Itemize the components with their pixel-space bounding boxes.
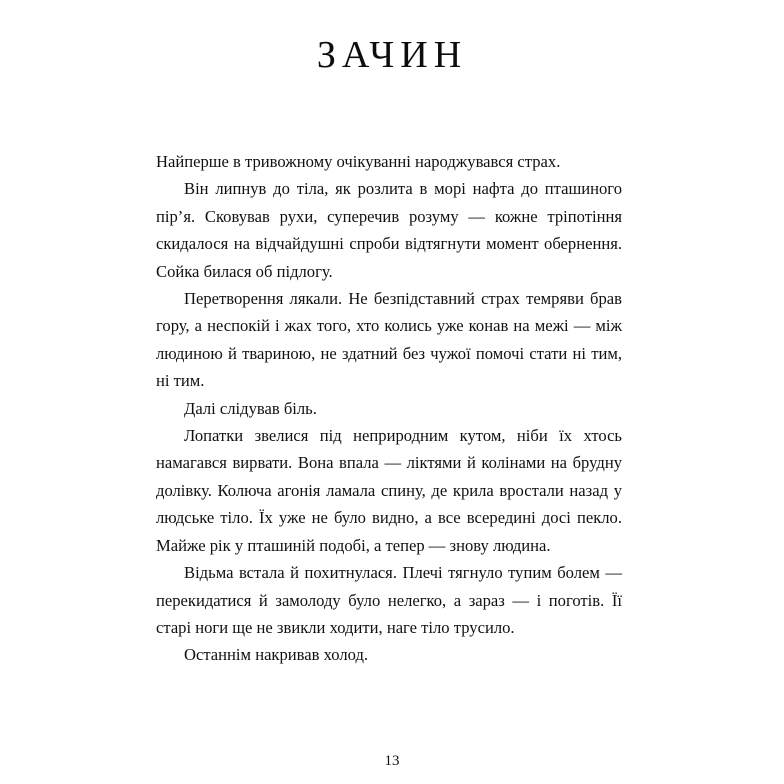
page-number: 13: [384, 753, 400, 769]
paragraph: Відьма встала й похитнулася. Плечі тягнуло тупим болем — перекидатися й замолоду було нелегко, а зараз — і поготів. Її старі ноги ще не звикли ходити, наге тіло трусило.: [156, 563, 622, 637]
body-text: [156, 148, 622, 669]
paragraph: Найперше в тривожному очікуванні народжувався страх.: [156, 152, 561, 171]
chapter-title: ЗАЧИН: [316, 34, 468, 77]
paragraph: Лопатки звелися під неприродним кутом, ніби їх хтось намагався вирвати. Вона впала — ліктями й колінами на брудну долівку. Колюча агонія ламала спину, де крила вростали назад у людське тіло. Їх уже не було видно, а все всередині досі пекло. Майже рік у пташиній подобі, а тепер — знову людина.: [156, 426, 622, 555]
paragraph: Останнім накривав холод.: [184, 645, 369, 665]
paragraph: Далі слідував біль.: [184, 398, 317, 418]
paragraph: Він липнув до тіла, як розлита в морі нафта до пташиного пір’я. Сковував рухи, суперечив розуму — кожне тріпотіння скидалося на відчайдушні спроби відтягнути момент обернення. Сойка билася об підлогу.: [156, 179, 622, 281]
paragraph: Перетворення лякали. Не безпідставний страх темряви брав гору, а неспокій і жах того, хто колись уже конав на межі — між людиною й твариною, не здатний без чужої помочі стати ні тим, ні тим.: [156, 289, 622, 391]
